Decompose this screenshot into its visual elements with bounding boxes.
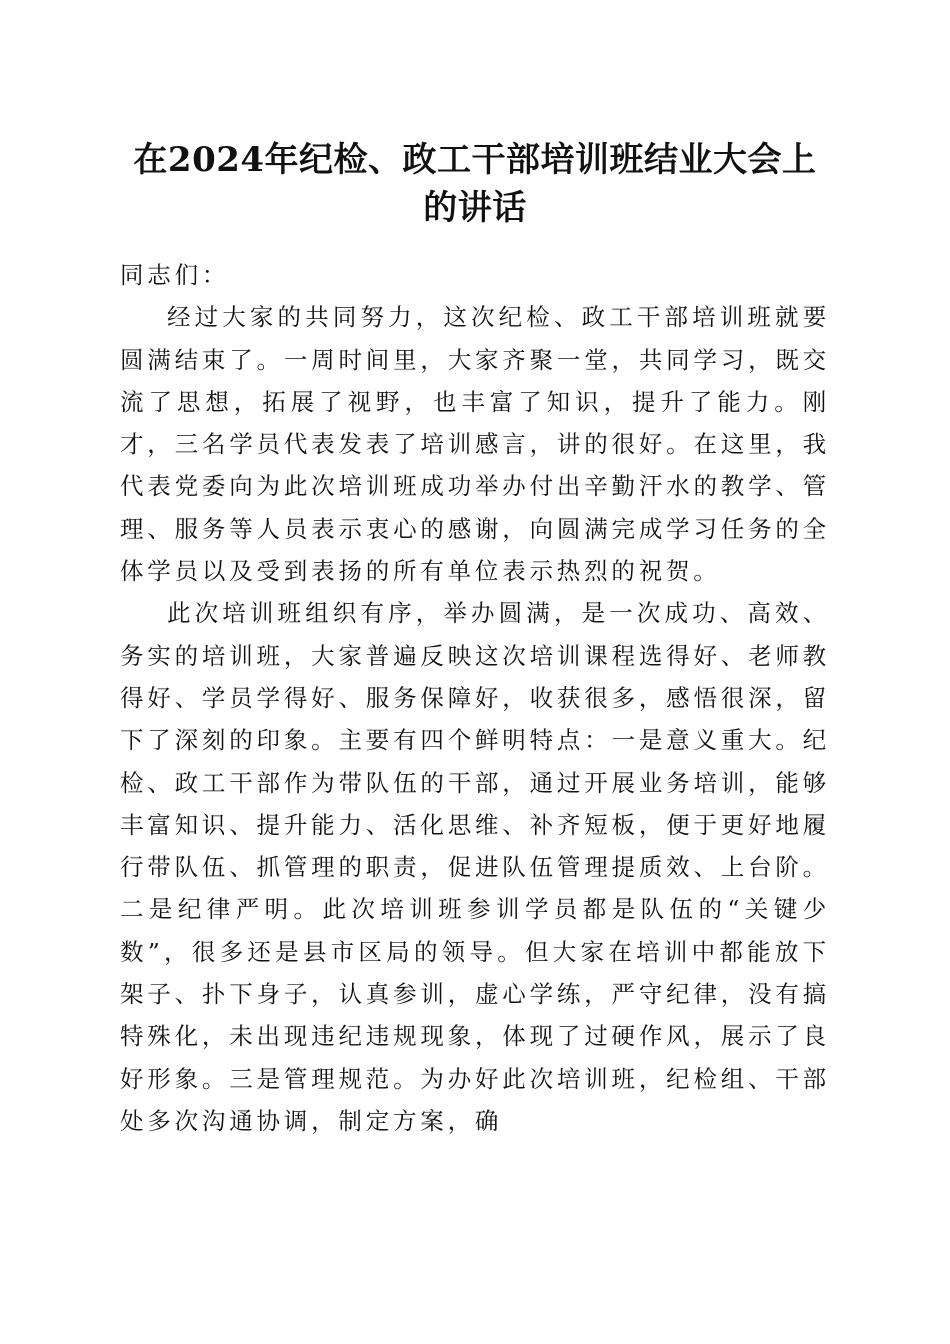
salutation: 同志们：: [120, 261, 230, 289]
document-body: [120, 254, 830, 1142]
paragraph-2: 此次培训班组织有序，举办圆满，是一次成功、高效、务实的培训班，大家普遍反映这次培训课程选得好、老师教得好、学员学得好、服务保障好，收获很多，感悟很深，留下了深刻的印象。主要有四个鲜明特点：一是意义重大。纪检、政工干部作为带队伍的干部，通过开展业务培训，能够丰富知识、提升能力、活化思维、补齐短板，便于更好地履行带队伍、抓管理的职责，促进队伍管理提质效、上台阶。二是纪律严明。此次培训班参训学员都是队伍的“关键少数”，很多还是县市区局的领导。但大家在培训中都能放下架子、扑下身子，认真参训，虚心学练，严守纪律，没有搞特殊化，未出现违纪违规现象，体现了过硬作风，展示了良好形象。三是管理规范。为办好此次培训班，纪检组、干部处多次沟通协调，制定方案，确: [120, 599, 830, 1135]
title-line-1: 在2024年纪检、政工干部培训班结业大会上: [133, 140, 817, 180]
title-line-2: 的讲话: [423, 188, 527, 228]
paragraph-1: 经过大家的共同努力，这次纪检、政工干部培训班就要圆满结束了。一周时间里，大家齐聚一堂，共同学习，既交流了思想，拓展了视野，也丰富了知识，提升了能力。刚才，三名学员代表发表了培训感言，讲的很好。在这里，我代表党委向为此次培训班成功举办付出辛勤汗水的教学、管理、服务等人员表示衷心的感谢，向圆满完成学习任务的全体学员以及受到表扬的所有单位表示热烈的祝贺。: [120, 303, 830, 586]
document-title: [120, 136, 830, 232]
